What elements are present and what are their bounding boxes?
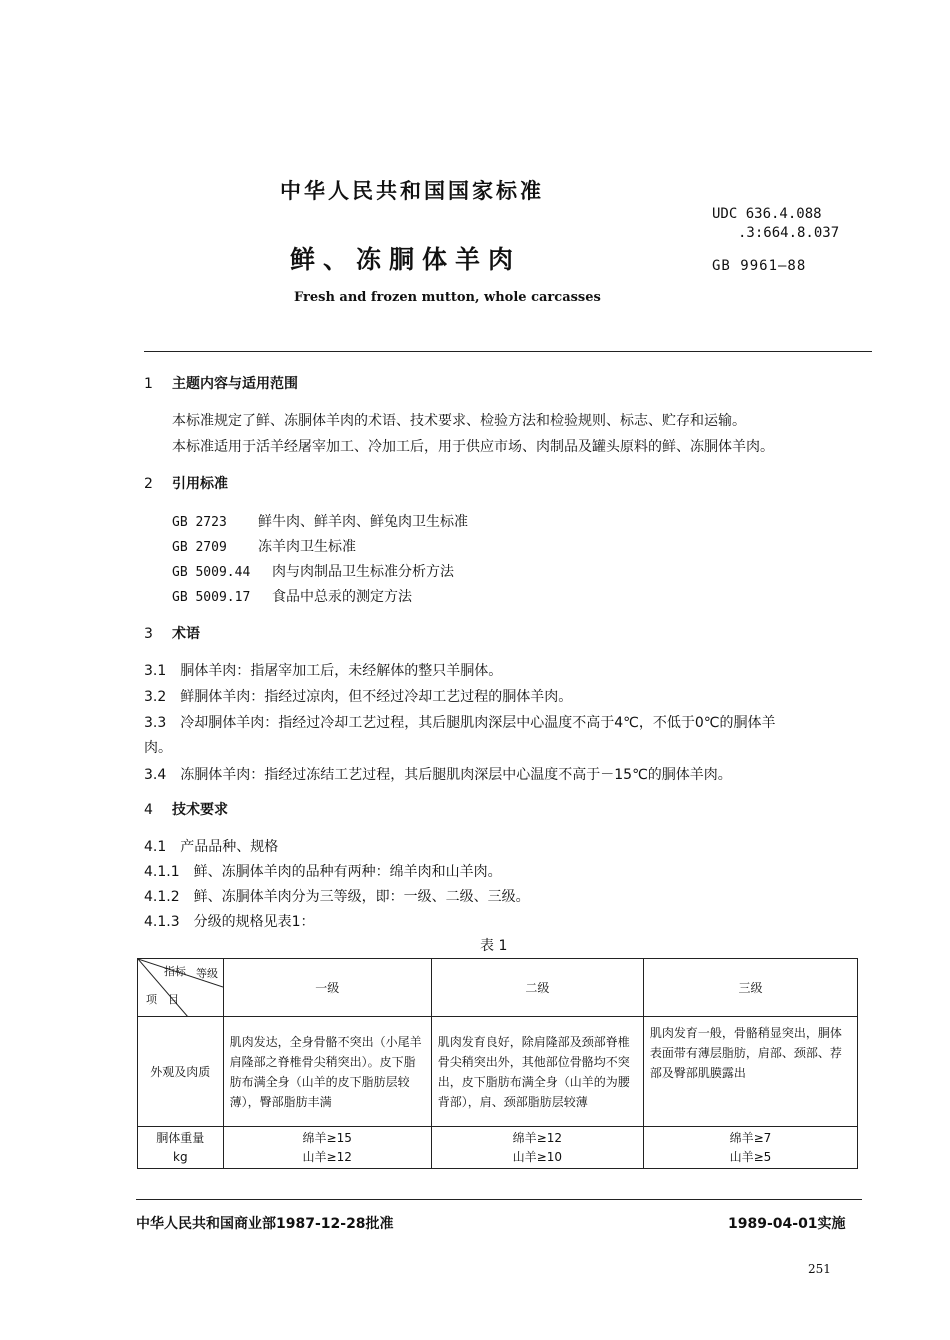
section-title: 术语 xyxy=(172,626,200,642)
header-divider xyxy=(144,351,872,352)
standard-title: 鲜、冻胴体羊肉 xyxy=(290,245,522,274)
term-definition: 3.3 冷却胴体羊肉：指经过冷却工艺过程，其后腿肌肉深层中心温度不高于4℃，不低于0℃的胴体羊 xyxy=(144,715,776,731)
reference-code: GB 2709 xyxy=(172,540,227,555)
sheep-weight: 绵羊≥12 xyxy=(512,1130,562,1145)
reference-item xyxy=(172,586,412,606)
table-corner-cell xyxy=(138,959,224,1017)
corner-grade-label: 等级 xyxy=(196,967,218,980)
table-caption: 表 1 xyxy=(480,938,508,954)
english-title: Fresh and frozen mutton, whole carcasses xyxy=(294,290,601,305)
effective-date: 1989-04-01实施 xyxy=(728,1216,846,1232)
table-cell xyxy=(223,1017,431,1127)
term-definition-continued: 肉。 xyxy=(144,740,172,756)
section-number: 4 xyxy=(144,802,153,818)
table-header-row xyxy=(138,959,858,1017)
approval-note: 中华人民共和国商业部1987-12-28批准 xyxy=(136,1216,394,1232)
table-cell xyxy=(223,1127,431,1169)
table-row xyxy=(138,1017,858,1127)
reference-name: 冻羊肉卫生标准 xyxy=(258,539,356,555)
row-label xyxy=(138,1127,224,1169)
grade-header: 三级 xyxy=(643,959,857,1017)
grade-header: 二级 xyxy=(431,959,643,1017)
reference-code: GB 5009.17 xyxy=(172,590,251,605)
section-number: 2 xyxy=(144,476,153,492)
section-title: 主题内容与适用范围 xyxy=(172,376,298,392)
section-3-heading xyxy=(144,623,200,643)
goat-weight: 山羊≥5 xyxy=(729,1149,772,1164)
clause: 4.1.2 鲜、冻胴体羊肉分为三等级，即：一级、二级、三级。 xyxy=(144,889,530,905)
section-1-heading xyxy=(144,373,298,393)
reference-item xyxy=(172,561,454,581)
table-cell xyxy=(431,1017,643,1127)
table-cell xyxy=(431,1127,643,1169)
clause: 4.1.1 鲜、冻胴体羊肉的品种有两种：绵羊肉和山羊肉。 xyxy=(144,864,502,880)
cell-text: 肌肉发育良好，除肩隆部及颈部脊椎骨尖稍突出外，其他部位骨骼均不突出，皮下脂肪布满全身（山羊的为腰背部），肩、颈部脂肪层较薄 xyxy=(437,1034,630,1109)
section-title: 技术要求 xyxy=(172,802,228,818)
footer-divider xyxy=(136,1199,862,1200)
reference-name: 肉与肉制品卫生标准分析方法 xyxy=(272,564,454,580)
reference-item xyxy=(172,511,468,531)
paragraph: 本标准适用于活羊经屠宰加工、冷加工后，用于供应市场、肉制品及罐头原料的鲜、冻胴体羊肉。 xyxy=(172,439,774,455)
goat-weight: 山羊≥12 xyxy=(302,1149,352,1164)
table-cell xyxy=(643,1017,857,1127)
section-title: 引用标准 xyxy=(172,476,228,492)
cell-text: 肌肉发育一般，骨骼稍显突出，胴体表面带有薄层脂肪，肩部、颈部、荐部及臀部肌膜露出 xyxy=(649,1026,842,1080)
table-row xyxy=(138,1127,858,1169)
reference-code: GB 5009.44 xyxy=(172,565,251,580)
corner-indicator-label: 指标 xyxy=(164,965,186,978)
cell-text: 肌肉发达，全身骨骼不突出（小尾羊肩隆部之脊椎骨尖稍突出）。皮下脂肪布满全身（山羊的皮下脂肪层较薄），臀部脂肪丰满 xyxy=(229,1034,422,1109)
udc-code-continued: .3:664.8.037 xyxy=(738,225,840,241)
row-label-unit: kg xyxy=(173,1149,188,1164)
gb-number: GB 9961—88 xyxy=(712,258,807,274)
row-label: 外观及肉质 xyxy=(138,1017,224,1127)
term-definition: 3.1 胴体羊肉：指屠宰加工后，未经解体的整只羊胴体。 xyxy=(144,663,503,679)
section-2-heading xyxy=(144,473,228,493)
section-number: 3 xyxy=(144,626,153,642)
row-label-line: 胴体重量 xyxy=(156,1130,205,1145)
term-definition: 3.4 冻胴体羊肉：指经过冻结工艺过程，其后腿肌肉深层中心温度不高于－15℃的胴体羊肉。 xyxy=(144,767,732,783)
sheep-weight: 绵羊≥7 xyxy=(729,1130,772,1145)
reference-code: GB 2723 xyxy=(172,515,227,530)
udc-code: UDC 636.4.088 xyxy=(712,206,822,222)
sheep-weight: 绵羊≥15 xyxy=(302,1130,352,1145)
section-number: 1 xyxy=(144,376,153,392)
section-4-heading xyxy=(144,799,228,819)
national-standard-heading: 中华人民共和国国家标准 xyxy=(280,179,544,203)
reference-name: 鲜牛肉、鲜羊肉、鲜兔肉卫生标准 xyxy=(258,514,468,530)
corner-item-label: 项 目 xyxy=(146,993,179,1006)
reference-item xyxy=(172,536,356,556)
page-number: 251 xyxy=(808,1262,831,1276)
goat-weight: 山羊≥10 xyxy=(512,1149,562,1164)
term-definition: 3.2 鲜胴体羊肉：指经过凉肉，但不经过冷却工艺过程的胴体羊肉。 xyxy=(144,689,573,705)
reference-name: 食品中总汞的测定方法 xyxy=(272,589,412,605)
table-cell xyxy=(643,1127,857,1169)
clause: 4.1.3 分级的规格见表1： xyxy=(144,914,315,930)
grade-specification-table xyxy=(137,958,858,1169)
grade-header: 一级 xyxy=(223,959,431,1017)
clause: 4.1 产品品种、规格 xyxy=(144,839,279,855)
paragraph: 本标准规定了鲜、冻胴体羊肉的术语、技术要求、检验方法和检验规则、标志、贮存和运输。 xyxy=(172,413,746,429)
